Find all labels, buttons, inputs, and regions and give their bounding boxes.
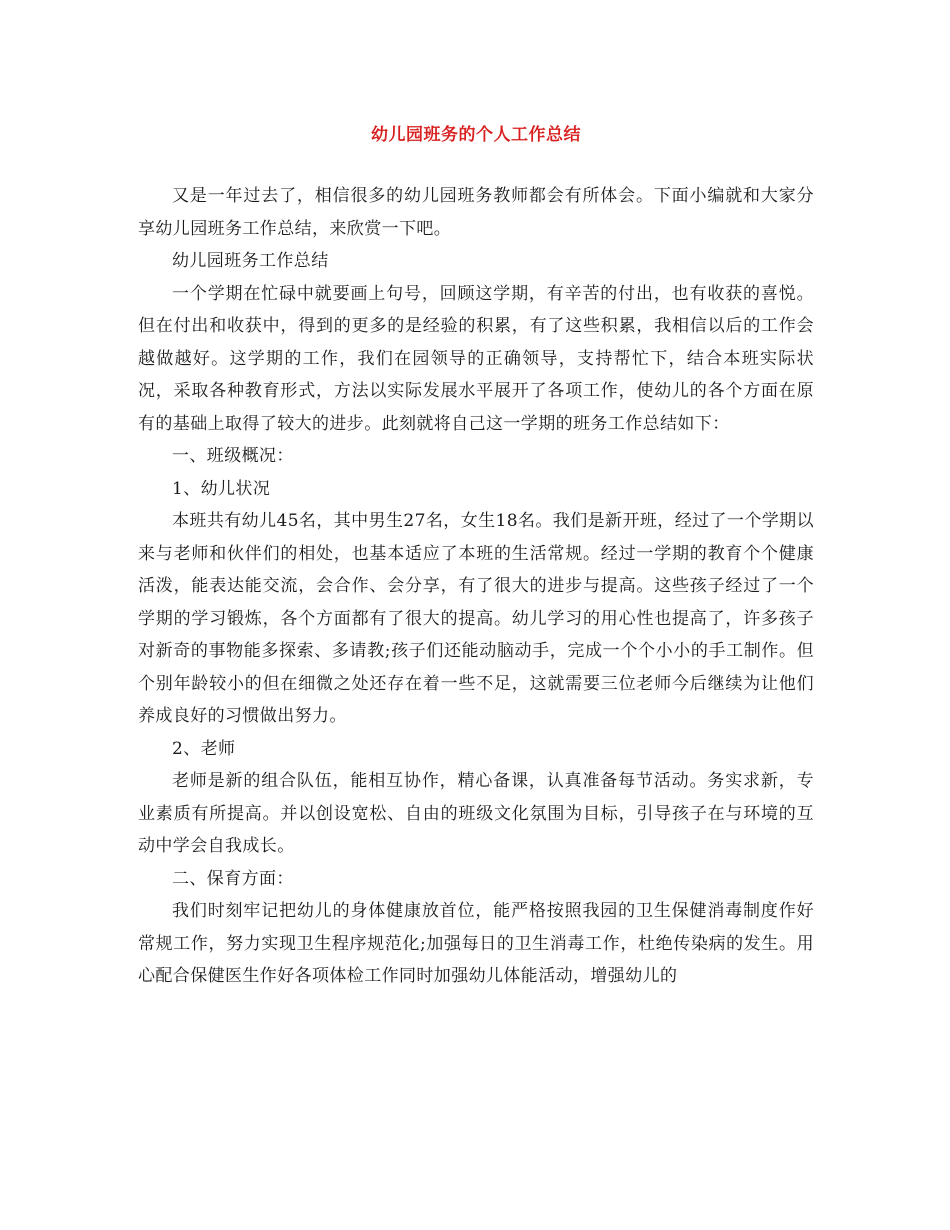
document-page <box>138 118 814 993</box>
subsection-heading: 1、幼儿状况 <box>172 478 271 499</box>
body-paragraph: 我们时刻牢记把幼儿的身体健康放首位，能严格按照我园的卫生保健消毒制度作好常规工作，努力实现卫生程序规范化;加强每日的卫生消毒工作，杜绝传染病的发生。用心配合保健医生作好各项体检工作同时加强幼儿体能活动，增强幼儿的 <box>138 901 814 986</box>
subsection-heading: 2、老师 <box>172 738 236 759</box>
document-title: 幼儿园班务的个人工作总结 <box>371 125 581 145</box>
intro-paragraph: 又是一年过去了，相信很多的幼儿园班务教师都会有所体会。下面小编就和大家分享幼儿园班务工作总结，来欣赏一下吧。 <box>138 186 814 239</box>
body-paragraph: 本班共有幼儿45名，其中男生27名，女生18名。我们是新开班，经过了一个学期以来与老师和伙伴们的相处，也基本适应了本班的生活常规。经过一学期的教育个个健康活泼，能表达能交流，会合作、会分享，有了很大的进步与提高。这些孩子经过了一个学期的学习锻炼，各个方面都有了很大的提高。幼儿学习的用心性也提高了，许多孩子对新奇的事物能多探索、多请教;孩子们还能动脑动手，完成一个个小小的手工制作。但个别年龄较小的但在细微之处还存在着一些不足，这就需要三位老师今后继续为让他们养成良好的习惯做出努力。 <box>138 511 814 726</box>
section-heading: 一、班级概况： <box>172 446 294 466</box>
subtitle-paragraph: 幼儿园班务工作总结 <box>172 251 329 271</box>
section-heading: 二、保育方面： <box>172 868 294 889</box>
body-paragraph: 老师是新的组合队伍，能相互协作，精心备课，认真准备每节活动。务实求新，专业素质有所提高。并以创设宽松、自由的班级文化氛围为目标，引导孩子在与环境的互动中学会自我成长。 <box>138 771 814 856</box>
body-paragraph: 一个学期在忙碌中就要画上句号，回顾这学期，有辛苦的付出，也有收获的喜悦。但在付出和收获中，得到的更多的是经验的积累，有了这些积累，我相信以后的工作会越做越好。这学期的工作，我们在园领导的正确领导，支持帮忙下，结合本班实际状况，采取各种教育形式，方法以实际发展水平展开了各项工作，使幼儿的各个方面在原有的基础上取得了较大的进步。此刻就将自己这一学期的班务工作总结如下： <box>138 283 814 434</box>
